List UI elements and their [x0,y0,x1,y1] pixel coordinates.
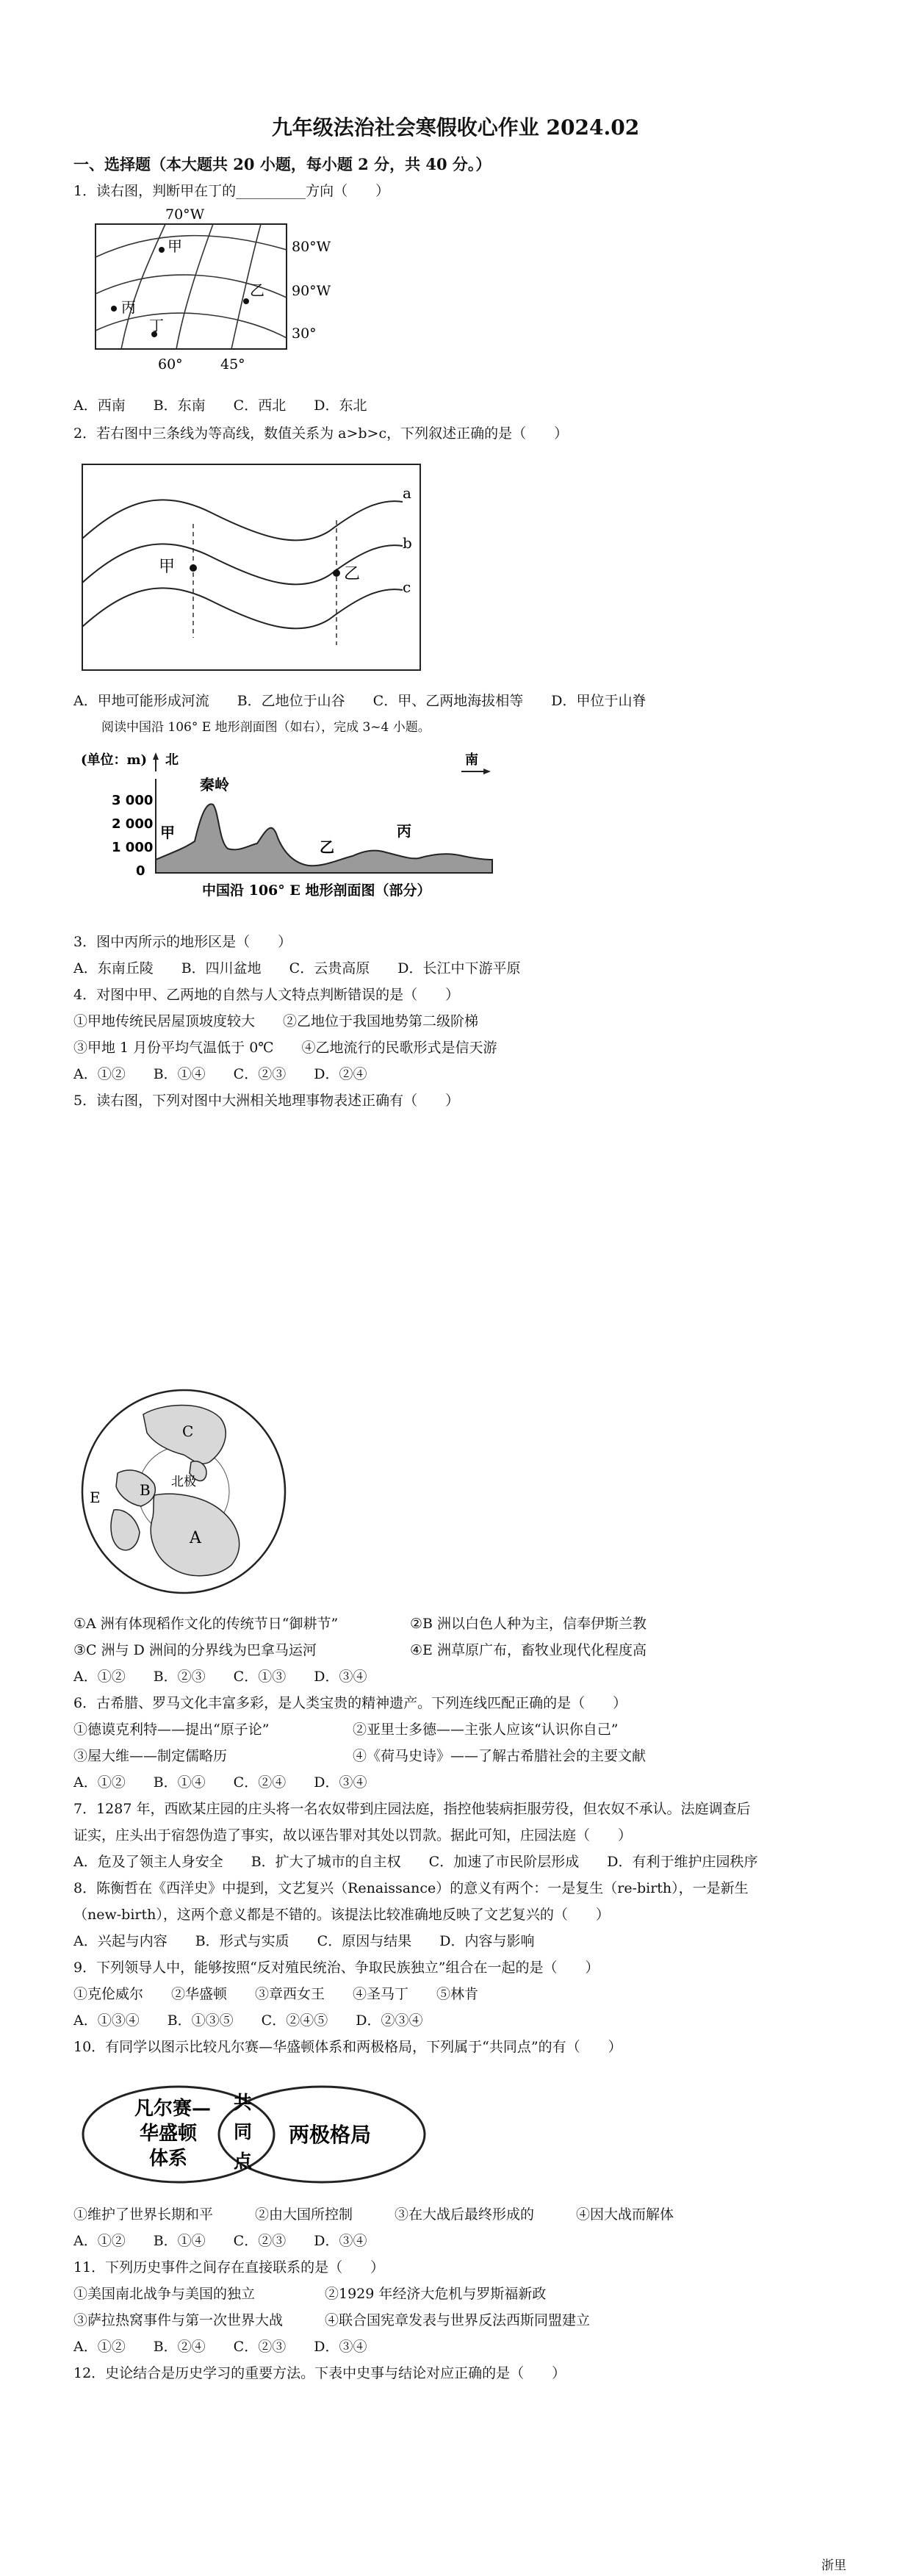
profile-jia-label: 甲 [160,824,175,841]
question-4-stem: 4．对图中甲、乙两地的自然与人文特点判断错误的是（ ） [73,987,460,1003]
contour-yi-label: 乙 [344,565,361,583]
question-7-stem-1: 7．1287 年，西欧某庄园的庄头将一名农奴带到庄园法庭，指控他装病拒服劳役，但农奴不承认。法庭调查后 [73,1801,751,1817]
question-5-line-2b: ④E 洲草原广布，畜牧业现代化程度高 [410,1642,647,1658]
question-2-options: A．甲地可能形成河流 B．乙地位于山谷 C．甲、乙两地海拔相等 D．甲位于山脊 [73,693,647,709]
question-6-line-1b: ②亚里士多德——主张人应该“认识你自己” [353,1721,619,1738]
profile-caption: 中国沿 106° E 地形剖面图（部分） [202,882,431,899]
question-4-options: A．①② B．①④ C．②③ D．②④ [73,1066,367,1082]
venn-middle-line-3: 点 [234,2151,253,2172]
question-3-options: A．东南丘陵 B．四川盆地 C．云贵高原 D．长江中下游平原 [73,960,521,976]
question-1-stem: 1．读右图，判断甲在丁的__________方向（ ） [73,183,390,199]
lon-80-label: 80°W [292,239,331,255]
terrain-profile [73,749,514,918]
venn-left-line-3: 体系 [149,2148,188,2170]
question-10-line-1: ①维护了世界长期和平 ②由大国所控制 ③在大战后最终形成的 ④因大战而解体 [73,2206,674,2223]
profile-y-3000: 3 000 [112,793,154,808]
question-12-stem: 12．史论结合是历史学习的重要方法。下表中史事与结论对应正确的是（ ） [73,2365,566,2381]
question-6-options: A．①② B．①④ C．②④ D．③④ [73,1774,367,1791]
venn-left-line-1: 凡尔赛— [134,2098,212,2120]
question-6-line-1a: ①德谟克利特——提出“原子论” [73,1721,270,1738]
point-bing-label: 丙 [121,298,136,316]
question-8-stem-2: （new-birth），这两个意义都是不错的。该提法比较准确地反映了文艺复兴的（ ） [73,1907,610,1923]
profile-intro: 阅读中国沿 106° E 地形剖面图（如右），完成 3~4 小题。 [101,720,431,735]
venn-diagram [79,2079,432,2190]
north-pole-label: 北极 [171,1475,196,1489]
question-5-options: A．①② B．②③ C．①③ D．③④ [73,1669,367,1685]
lat-60-label: 60° [158,356,183,373]
profile-y-1000: 1 000 [112,840,154,855]
question-6-stem: 6．古希腊、罗马文化丰富多彩，是人类宝贵的精神遗产。下列连线匹配正确的是（ ） [73,1695,627,1711]
question-2-stem: 2．若右图中三条线为等高线，数值关系为 a>b>c，下列叙述正确的是（ ） [73,425,569,442]
question-9-line-1: ①克伦威尔 ②华盛顿 ③章西女王 ④圣马丁 ⑤林肯 [73,1986,479,2002]
lon-90-label: 90°W [292,283,331,299]
question-3-stem: 3．图中丙所示的地形区是（ ） [73,934,292,950]
question-10-options: A．①② B．①④ C．②③ D．③④ [73,2233,367,2249]
contour-jia-label: 甲 [159,558,176,576]
continent-b-label: B [140,1481,151,1499]
profile-qinling-label: 秦岭 [200,776,229,794]
question-5-line-1a: ①A 洲有体现稻作文化的传统节日“御耕节” [73,1616,339,1632]
question-11-stem: 11．下列历史事件之间存在直接联系的是（ ） [73,2259,385,2275]
question-9-options: A．①③④ B．①③⑤ C．②④⑤ D．②③④ [73,2012,423,2029]
venn-middle-line-2: 同 [234,2121,253,2143]
contour-map [79,461,432,674]
point-ding-label: 丁 [149,317,164,334]
lat-30-label: 30° [292,325,317,342]
profile-y-0: 0 [136,863,145,879]
profile-north-label: 北 [165,752,179,768]
question-4-line-2: ③甲地 1 月份平均气温低于 0℃ ④乙地流行的民歌形式是信天游 [73,1040,497,1056]
question-8-options: A．兴起与内容 B．形式与实质 C．原因与结果 D．内容与影响 [73,1933,535,1949]
question-11-options: A．①② B．②④ C．②③ D．③④ [73,2339,367,2355]
question-6-line-2b: ④《荷马史诗》——了解古希腊社会的主要文献 [353,1748,647,1764]
question-9-stem: 9．下列领导人中，能够按照“反对殖民统治、争取民族独立”组合在一起的是（ ） [73,1960,599,1976]
profile-yi-label: 乙 [320,838,334,856]
question-11-line-1: ①美国南北战争与美国的独立 ②1929 年经济大危机与罗斯福新政 [73,2286,547,2302]
question-5-line-2a: ③C 洲与 D 洲间的分界线为巴拿马运河 [73,1642,317,1658]
polar-projection-map [73,1385,294,1598]
point-yi-label: 乙 [250,281,264,299]
contour-b-label: b [403,534,412,552]
question-8-stem-1: 8．陈衡哲在《西洋史》中提到，文艺复兴（Renaissance）的意义有两个：一是复生（re-birth），一是新生 [73,1880,749,1896]
continent-e-label: E [90,1489,101,1506]
point-jia-label: 甲 [168,237,182,255]
question-6-line-2a: ③屋大维——制定儒略历 [73,1748,228,1764]
continent-c-label: C [182,1422,194,1440]
lat-45-label: 45° [220,356,245,373]
question-10-stem: 10．有同学以图示比较凡尔赛—华盛顿体系和两极格局，下列属于“共同点”的有（ ） [73,2039,622,2055]
question-1-options: A．西南 B．东南 C．西北 D．东北 [73,397,367,414]
profile-south-label: 南 [465,752,478,768]
question-7-options: A．危及了领主人身安全 B．扩大了城市的自主权 C．加速了市民阶层形成 D．有利于维护庄园秩序 [73,1854,758,1870]
question-7-stem-2: 证实，庄头出于宿怨伪造了事实，故以诬告罪对其处以罚款。据此可知，庄园法庭（ ） [73,1827,633,1843]
question-11-line-2: ③萨拉热窝事件与第一次世界大战 ④联合国宪章发表与世界反法西斯同盟建立 [73,2312,591,2328]
venn-left-line-2: 华盛顿 [140,2123,198,2145]
continent-a-label: A [190,1529,201,1547]
question-5-stem: 5．读右图，下列对图中大洲相关地理事物表述正确有（ ） [73,1093,460,1109]
lon-70-label: 70°W [165,206,205,223]
section-heading: 一、选择题（本大题共 20 小题，每小题 2 分，共 40 分。） [73,155,491,173]
profile-unit-label: (单位：m) [81,752,148,768]
contour-c-label: c [403,578,411,596]
venn-middle-line-1: 共 [234,2092,253,2113]
profile-bing-label: 丙 [397,822,411,840]
footer-watermark: 浙里 [821,2558,846,2573]
contour-a-label: a [403,484,411,502]
question-5-line-1b: ②B 洲以白色人种为主，信奉伊斯兰教 [410,1616,647,1632]
question-4-line-1: ①甲地传统民居屋顶坡度较大 ②乙地位于我国地势第二级阶梯 [73,1013,479,1029]
page-title: 九年级法治社会寒假收心作业 2024.02 [271,115,640,140]
profile-y-2000: 2 000 [112,816,154,832]
venn-right-label: 两极格局 [289,2123,372,2147]
latitude-longitude-map [77,206,356,382]
